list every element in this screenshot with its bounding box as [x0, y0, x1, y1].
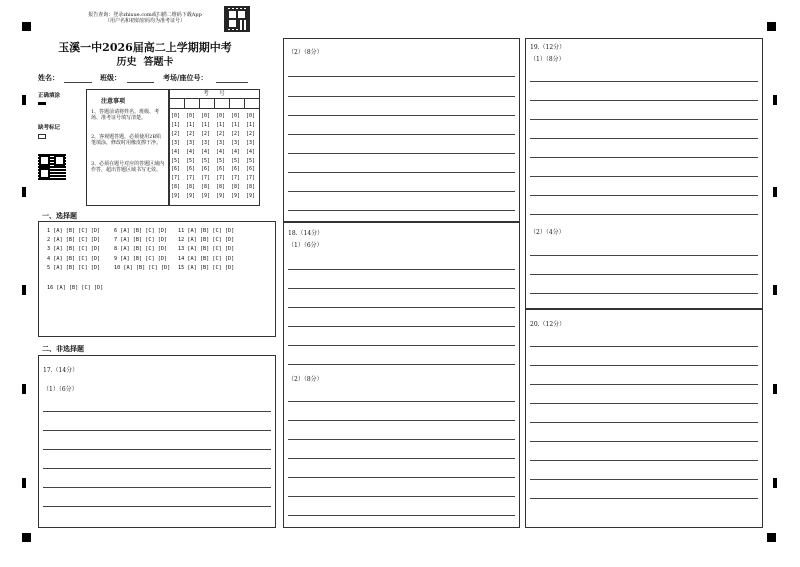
writing-line — [530, 81, 758, 82]
timing-mark — [22, 95, 26, 105]
correct-fill-label: 正确填涂 — [38, 93, 61, 99]
writing-line — [288, 401, 515, 402]
writing-line — [530, 346, 758, 347]
writing-line — [288, 307, 515, 308]
timing-mark — [773, 187, 777, 197]
timing-mark — [773, 95, 777, 105]
name-field[interactable] — [64, 82, 92, 83]
writing-line — [530, 100, 758, 101]
exam-digit-column[interactable]: [0] [1] [2] [3] [4] [5] [6] [7] [8] [9] — [171, 113, 181, 200]
page-title: 玉溪一中2026届高二上学期期中考 — [58, 41, 232, 54]
exam-digit-column[interactable]: [0] [1] [2] [3] [4] [5] [6] [7] [8] [9] — [201, 113, 211, 200]
writing-line — [530, 176, 758, 177]
class-field[interactable] — [127, 82, 154, 83]
notice-line-2: （用户名和初始密码均为准考证号） — [104, 18, 185, 24]
writing-line — [530, 138, 758, 139]
exam-digit-column[interactable]: [0] [1] [2] [3] [4] [5] [6] [7] [8] [9] — [246, 113, 256, 200]
writing-line — [288, 439, 515, 440]
answer-area-q17[interactable] — [38, 355, 276, 528]
q18-label: 18.（14分） — [288, 230, 324, 237]
corner-mark-bl — [22, 533, 31, 542]
writing-line — [43, 430, 271, 431]
writing-line — [288, 153, 515, 154]
notes-title: 注意事项 — [101, 98, 126, 105]
note-item-3: 3、必须在题号对应的答题区域内作答，超出答题区域书写无效。 — [91, 161, 165, 173]
q17-part2-label: （2）（8分） — [288, 49, 323, 56]
exam-digit-column[interactable]: [0] [1] [2] [3] [4] [5] [6] [7] [8] [9] — [216, 113, 226, 200]
writing-line — [288, 326, 515, 327]
writing-line — [43, 487, 271, 488]
choice-row[interactable]: 4 [A] [B] [C] [D] — [47, 256, 101, 262]
q19-label: 19.（12分） — [530, 44, 566, 51]
writing-line — [288, 458, 515, 459]
multiple-choice-panel — [38, 221, 276, 337]
writing-line — [43, 411, 271, 412]
writing-line — [288, 96, 515, 97]
writing-line — [288, 345, 515, 346]
report-notice — [70, 12, 220, 24]
writing-line — [43, 449, 271, 450]
writing-line — [530, 384, 758, 385]
choice-row[interactable]: 2 [A] [B] [C] [D] — [47, 237, 101, 243]
writing-line — [288, 134, 515, 135]
absent-mark-label: 缺考标记 — [38, 125, 61, 131]
exam-digit-column[interactable]: [0] [1] [2] [3] [4] [5] [6] [7] [8] [9] — [186, 113, 196, 200]
choice-row[interactable]: 6 [A] [B] [C] [D] — [114, 228, 168, 234]
q17-label: 17.（14分） — [43, 367, 79, 374]
q20-label: 20.（12分） — [530, 321, 566, 328]
q19-part1-label: （1）（8分） — [530, 56, 565, 63]
choice-row[interactable]: 3 [A] [B] [C] [D] — [47, 246, 101, 252]
note-item-1: 1、答题前请将姓名、班级、考场、准考证号填写清楚。 — [91, 109, 160, 121]
timing-mark — [22, 187, 26, 197]
choice-row[interactable]: 7 [A] [B] [C] [D] — [114, 237, 168, 243]
writing-line — [530, 214, 758, 215]
choice-row[interactable]: 1 [A] [B] [C] [D] — [47, 228, 101, 234]
writing-line — [288, 172, 515, 173]
q18-part2-label: （2）（8分） — [288, 376, 323, 383]
choice-row[interactable]: 9 [A] [B] [C] [D] — [114, 256, 168, 262]
choice-row[interactable]: 12 [A] [B] [C] [D] — [178, 237, 235, 243]
writing-line — [288, 477, 515, 478]
writing-line — [288, 76, 515, 77]
writing-line — [530, 498, 758, 499]
timing-mark — [22, 478, 26, 488]
exam-number-grid[interactable] — [168, 89, 260, 206]
section-2-title: 二、非选择题 — [42, 344, 84, 353]
writing-line — [530, 460, 758, 461]
name-label: 姓名： — [38, 73, 59, 82]
choice-row[interactable]: 15 [A] [B] [C] [D] — [178, 265, 235, 271]
absent-mark-box[interactable] — [38, 134, 46, 139]
writing-line — [288, 210, 515, 211]
choice-row[interactable]: 13 [A] [B] [C] [D] — [178, 246, 235, 252]
writing-line — [288, 269, 515, 270]
writing-line — [530, 422, 758, 423]
corner-mark-tl — [22, 22, 31, 31]
writing-line — [288, 420, 515, 421]
notice-line-1: 报告查询：登录zhixue.com或扫描二维码下载App — [88, 12, 202, 18]
choice-row[interactable]: 10 [A] [B] [C] [D] — [114, 265, 171, 271]
writing-line — [43, 468, 271, 469]
writing-line — [288, 364, 515, 365]
q18-part1-label: （1）（6分） — [288, 242, 323, 249]
writing-line — [288, 191, 515, 192]
writing-line — [288, 515, 515, 516]
writing-line — [530, 119, 758, 120]
page-subtitle: 历史 答题卡 — [116, 57, 174, 68]
answer-area-q19[interactable] — [525, 38, 763, 309]
answer-area-q17-part2[interactable] — [283, 38, 520, 222]
timing-mark — [22, 285, 26, 295]
note-item-2: 2、客观题答题，必须使用2B铅笔填涂，修改时用橡皮擦干净。 — [91, 134, 162, 146]
q17-part1-label: （1）（6分） — [43, 386, 78, 393]
answer-area-q20[interactable] — [525, 309, 763, 528]
writing-line — [530, 365, 758, 366]
corner-mark-tr — [767, 22, 776, 31]
timing-mark — [773, 384, 777, 394]
room-seat-field[interactable] — [216, 82, 248, 83]
writing-line — [288, 496, 515, 497]
choice-row[interactable]: 16 [A] [B] [C] [D] — [47, 285, 104, 291]
choice-row[interactable]: 14 [A] [B] [C] [D] — [178, 256, 235, 262]
writing-line — [530, 195, 758, 196]
student-qr-icon — [38, 154, 66, 180]
writing-line — [530, 441, 758, 442]
writing-line — [43, 506, 271, 507]
writing-line — [530, 479, 758, 480]
answer-area-q18[interactable] — [283, 222, 520, 528]
choice-row[interactable]: 8 [A] [B] [C] [D] — [114, 246, 168, 252]
timing-mark — [773, 285, 777, 295]
room-seat-label: 考场/座位号： — [163, 73, 208, 82]
writing-line — [530, 293, 758, 294]
qr-code-icon — [224, 6, 250, 32]
writing-line — [288, 115, 515, 116]
class-label: 班级： — [100, 73, 121, 82]
exam-number-header: 考 号 — [169, 90, 259, 99]
choice-row[interactable]: 5 [A] [B] [C] [D] — [47, 265, 101, 271]
section-1-title: 一、选择题 — [42, 211, 77, 220]
writing-line — [530, 157, 758, 158]
writing-line — [530, 403, 758, 404]
writing-line — [288, 288, 515, 289]
choice-row[interactable]: 11 [A] [B] [C] [D] — [178, 228, 235, 234]
writing-line — [530, 255, 758, 256]
correct-fill-sample — [38, 102, 46, 105]
writing-line — [530, 274, 758, 275]
timing-mark — [773, 478, 777, 488]
q19-part2-label: （2）（4分） — [530, 229, 565, 236]
timing-mark — [22, 384, 26, 394]
corner-mark-br — [767, 533, 776, 542]
exam-digit-column[interactable]: [0] [1] [2] [3] [4] [5] [6] [7] [8] [9] — [231, 113, 241, 200]
